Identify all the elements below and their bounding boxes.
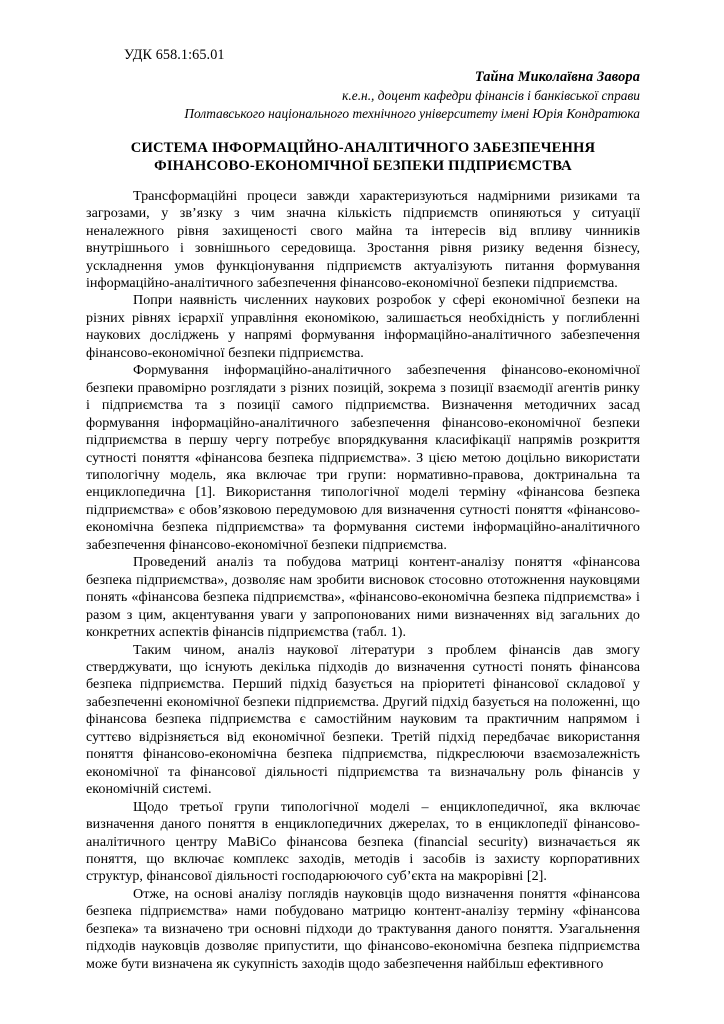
body-paragraph: Щодо третьої групи типологічної моделі – енциклопедичної, яка включає визначення даного поняття в енциклопедичних джерелах, то в енциклопедії фінансово-аналітичного центру МаBiCo фінансова безпека (financial security) визначається як поняття, що включає комплекс заходів, методів і засобів із захисту корпоративних структур, фінансової діяльності господарюючого суб’єкта на макрорівні [2]. [86,798,640,885]
page-title [86,139,640,175]
body-paragraph: Попри наявність численних наукових розробок у сфері економічної безпеки на різних рівнях ієрархії управління економікою, залишається необхідність у поглибленні наукових досліджень у напрямі формування інформаційно-аналітичного забезпечення фінансово-економічної безпеки підприємства. [86,292,640,361]
body-text [86,188,640,973]
author-name: Тайна Миколаївна Завора [474,69,640,86]
author-affiliation: Полтавського національного технічного університету імені Юрія Кондратюка [184,105,640,121]
udc-code: УДК 658.1:65.01 [124,47,225,63]
author-block [86,68,640,122]
body-paragraph: Таким чином, аналіз наукової літератури з проблем фінансів дав змогу стверджувати, що існують декілька підходів до визначення сутності понять фінансова безпека підприємства. Перший підхід базується на пріоритеті фінансової складової у забезпеченні економічної безпеки підприємства. Другий підхід базується на положенні, що фінансова безпека підприємства є самостійним науковим та практичним напрямом і суттєво відрізняється від економічної безпеки. Третій підхід передбачає використання поняття фінансово-економічна безпека підприємства, підкреслюючи взаємозалежність економічної та фінансової діяльності підприємства та визначальну роль фінансів у економічній системі. [86,641,640,798]
body-paragraph: Отже, на основі аналізу поглядів науковців щодо визначення поняття «фінансова безпека підприємства» нами побудовано матрицю контент-аналізу терміну «фінансова безпека» та визначено три основні підходи до трактування даного поняття. Узагальнення підходів науковців дозволяє припустити, що фінансово-економічна безпека підприємства може бути визначена як сукупність заходів щодо забезпечення найбільш ефективного [86,885,640,972]
body-paragraph: Проведений аналіз та побудова матриці контент-аналізу поняття «фінансова безпека підприємства», дозволяє нам зробити висновок стосовно ототожнення науковцями понять «фінансова безпека підприємства», «фінансово-економічна безпека підприємства» і разом з цим, акцентування уваги у запропонованих ними визначеннях від загальних до конкретних аспектів фінансів підприємства (табл. 1). [86,554,640,641]
page-content-column [86,0,640,973]
body-paragraph: Формування інформаційно-аналітичного забезпечення фінансово-економічної безпеки правомірно розглядати з різних позицій, зокрема з позиції взаємодії агентів ринку і підприємства та з позиції самого підприємства. Визначення методичних засад формування інформаційно-аналітичного забезпечення фінансово-економічної безпеки підприємства в першу чергу потребує впорядкування класифікації напрямів розкриття сутності поняття «фінансова безпека підприємства». З цією метою доцільно використати типологічну модель, яка включає три групи: нормативно-правова, доктринальна та енциклопедична [1]. Використання типологічної моделі терміну «фінансова безпека підприємства» є обов’язковою передумовою для визначення сутності поняття «фінансово-економічна безпека підприємства» та формування системи інформаційно-аналітичного забезпечення фінансово-економічної безпеки підприємства. [86,362,640,553]
page-title-line-2: ФІНАНСОВО-ЕКОНОМІЧНОЇ БЕЗПЕКИ ПІДПРИЄМСТВА [154,157,572,174]
body-paragraph: Трансформаційні процеси завжди характеризуються надмірними ризиками та загрозами, у зв’язку з чим значна кількість підприємств опиняються у ситуації неналежного рівня захищеності свого майна та інтересів від впливу чинників внутрішнього і зовнішнього середовища. Зростання рівня ризику ведення бізнесу, ускладнення умов функціонування підприємств актуалізують питання формування інформаційно-аналітичного забезпечення фінансово-економічної безпеки підприємства. [86,187,640,292]
page-title-line-1: СИСТЕМА ІНФОРМАЦІЙНО-АНАЛІТИЧНОГО ЗАБЕЗПЕЧЕННЯ [130,139,596,156]
author-role: к.е.н., доцент кафедри фінансів і банківської справи [342,88,640,104]
